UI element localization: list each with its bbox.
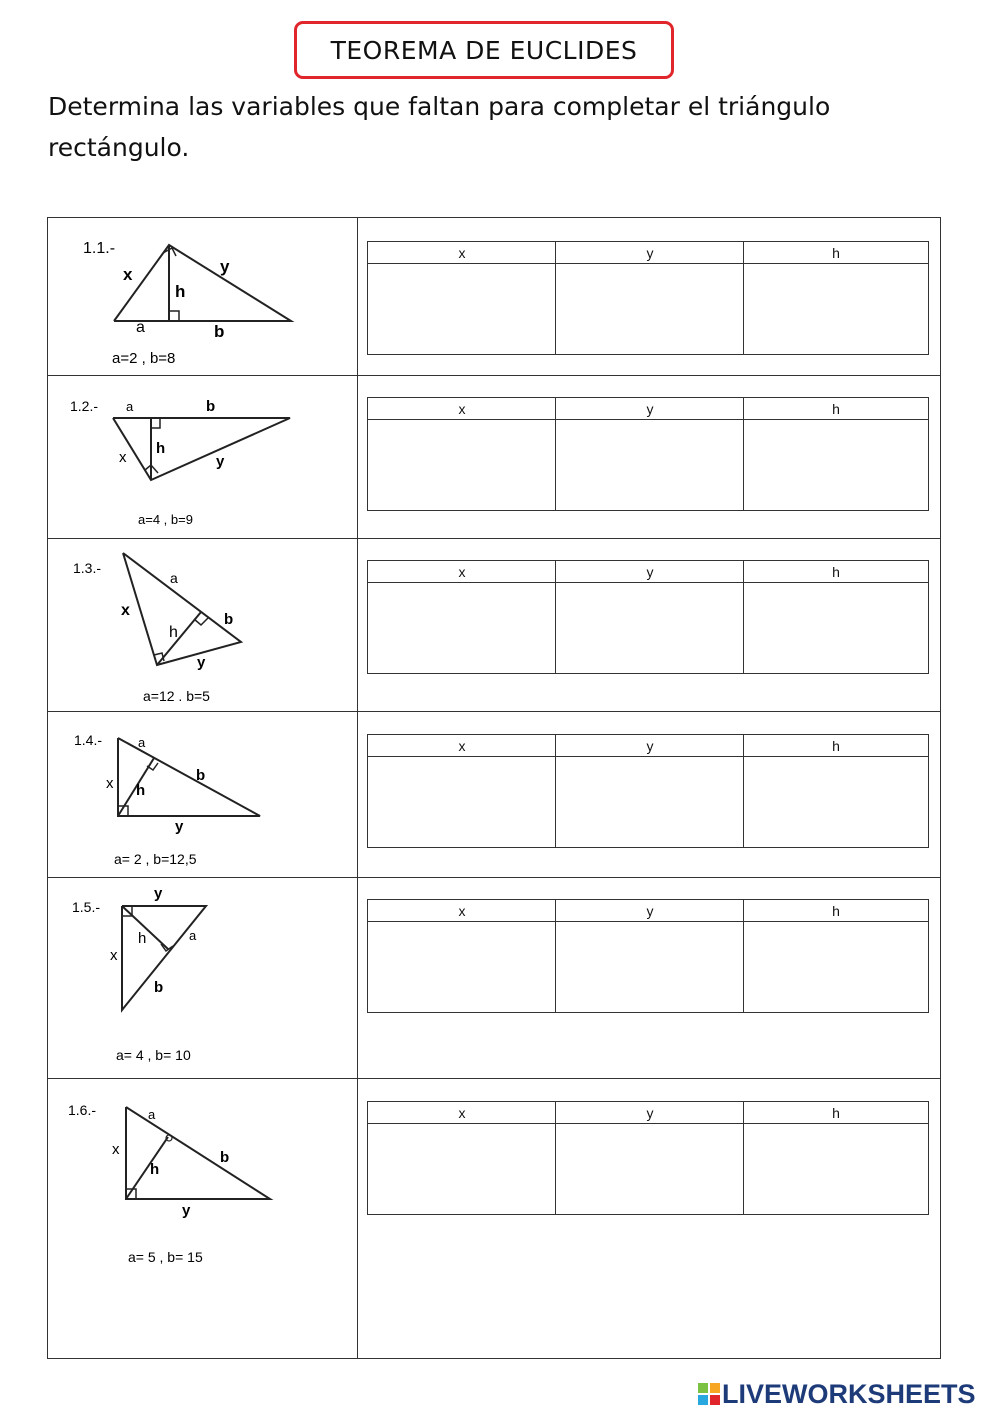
answer-y-input[interactable] xyxy=(556,583,743,673)
height-h-label: h xyxy=(175,282,186,301)
liveworksheets-logo-icon xyxy=(698,1383,720,1405)
side-x-label: x xyxy=(123,265,133,284)
triangle-figure-2 xyxy=(48,376,358,539)
header-y: y xyxy=(556,900,744,922)
answer-y-input[interactable] xyxy=(556,757,743,847)
given-values: a= 4 , b= 10 xyxy=(116,1047,191,1063)
side-x-label: x xyxy=(119,449,127,466)
answer-y-input[interactable] xyxy=(556,420,743,510)
triangle-figure-3 xyxy=(48,539,358,712)
answer-table-3 xyxy=(367,560,929,674)
side-y-label: y xyxy=(220,257,230,276)
triangle-figure-1 xyxy=(48,218,358,376)
height-h-label: h xyxy=(156,440,166,457)
segment-b-label: b xyxy=(224,611,234,628)
answer-y-input[interactable] xyxy=(556,922,743,1012)
exercise-label: 1.3.- xyxy=(73,560,102,576)
header-x: x xyxy=(368,900,556,922)
header-x: x xyxy=(368,1102,556,1124)
triangle-figure-6 xyxy=(48,1079,358,1358)
header-h: h xyxy=(744,1102,928,1124)
figure-cell-4 xyxy=(48,712,358,877)
header-h: h xyxy=(744,398,928,420)
given-values: a=2 , b=8 xyxy=(112,350,176,367)
triangle-figure-4 xyxy=(48,712,358,878)
height-h-label: h xyxy=(138,930,147,947)
answer-table-1 xyxy=(367,241,929,355)
worksheet-title-text: TEOREMA DE EUCLIDES xyxy=(330,35,638,65)
side-y-label: y xyxy=(182,1202,191,1219)
exercise-row-5 xyxy=(48,878,940,1079)
height-h-label: h xyxy=(169,624,178,641)
header-h: h xyxy=(744,735,928,757)
header-x: x xyxy=(368,561,556,583)
figure-cell-3 xyxy=(48,539,358,711)
segment-a-label: a xyxy=(138,735,146,750)
segment-a-label: a xyxy=(148,1107,156,1122)
segment-a-label: a xyxy=(170,570,178,586)
side-y-label: y xyxy=(197,654,206,671)
segment-a-label: a xyxy=(189,928,197,943)
figure-cell-1 xyxy=(48,218,358,375)
answer-table-6 xyxy=(367,1101,929,1215)
segment-a-label: a xyxy=(136,319,145,336)
header-y: y xyxy=(556,561,744,583)
exercise-row-3 xyxy=(48,539,940,712)
answer-h-input[interactable] xyxy=(744,264,928,354)
given-values: a= 5 , b= 15 xyxy=(128,1249,203,1265)
answer-table-2 xyxy=(367,397,929,511)
header-y: y xyxy=(556,398,744,420)
side-x-label: x xyxy=(106,775,114,792)
given-values: a= 2 , b=12,5 xyxy=(114,851,197,867)
side-x-label: x xyxy=(112,1141,120,1158)
answer-x-input[interactable] xyxy=(368,420,555,510)
segment-b-label: b xyxy=(214,322,225,341)
figure-cell-6 xyxy=(48,1079,358,1358)
answer-x-input[interactable] xyxy=(368,583,555,673)
exercise-label: 1.6.- xyxy=(68,1102,97,1118)
segment-a-label: a xyxy=(126,399,134,414)
side-x-label: x xyxy=(110,947,118,964)
figure-cell-2 xyxy=(48,376,358,538)
exercise-label: 1.2.- xyxy=(70,398,99,414)
exercise-label: 1.4.- xyxy=(74,732,103,748)
worksheet-title xyxy=(294,21,674,79)
answer-x-input[interactable] xyxy=(368,264,555,354)
exercise-row-6 xyxy=(48,1079,940,1358)
segment-b-label: b xyxy=(196,767,206,784)
segment-b-label: b xyxy=(154,979,164,996)
answer-h-input[interactable] xyxy=(744,420,928,510)
header-h: h xyxy=(744,242,928,264)
answer-h-input[interactable] xyxy=(744,583,928,673)
height-h-label: h xyxy=(150,1161,160,1178)
header-y: y xyxy=(556,1102,744,1124)
answer-x-input[interactable] xyxy=(368,1124,555,1214)
given-values: a=12 . b=5 xyxy=(143,688,210,704)
answer-x-input[interactable] xyxy=(368,757,555,847)
side-x-label: x xyxy=(121,602,130,619)
exercise-table xyxy=(47,217,941,1359)
header-h: h xyxy=(744,561,928,583)
answer-table-5 xyxy=(367,899,929,1013)
answer-h-input[interactable] xyxy=(744,1124,928,1214)
exercise-row-2 xyxy=(48,376,940,539)
answer-h-input[interactable] xyxy=(744,922,928,1012)
header-x: x xyxy=(368,398,556,420)
answer-table-4 xyxy=(367,734,929,848)
liveworksheets-brand xyxy=(698,1376,994,1412)
answer-h-input[interactable] xyxy=(744,757,928,847)
header-x: x xyxy=(368,242,556,264)
figure-cell-5 xyxy=(48,878,358,1078)
brand-name: LIVEWORKSHEETS xyxy=(722,1378,976,1409)
side-y-label: y xyxy=(175,818,184,835)
header-y: y xyxy=(556,735,744,757)
header-y: y xyxy=(556,242,744,264)
side-y-label: y xyxy=(216,453,225,470)
side-y-label: y xyxy=(154,885,163,902)
header-x: x xyxy=(368,735,556,757)
answer-y-input[interactable] xyxy=(556,1124,743,1214)
header-h: h xyxy=(744,900,928,922)
answer-y-input[interactable] xyxy=(556,264,743,354)
instructions: Determina las variables que faltan para completar el triángulo rectángulo. xyxy=(48,92,831,162)
exercise-label: 1.5.- xyxy=(72,899,101,915)
height-h-label: h xyxy=(136,782,146,799)
exercise-row-1 xyxy=(48,218,940,376)
segment-b-label: b xyxy=(220,1149,230,1166)
given-values: a=4 , b=9 xyxy=(138,512,193,527)
exercise-row-4 xyxy=(48,712,940,878)
answer-x-input[interactable] xyxy=(368,922,555,1012)
segment-b-label: b xyxy=(206,398,216,415)
exercise-label: 1.1.- xyxy=(83,240,116,257)
triangle-figure-5 xyxy=(48,878,358,1079)
